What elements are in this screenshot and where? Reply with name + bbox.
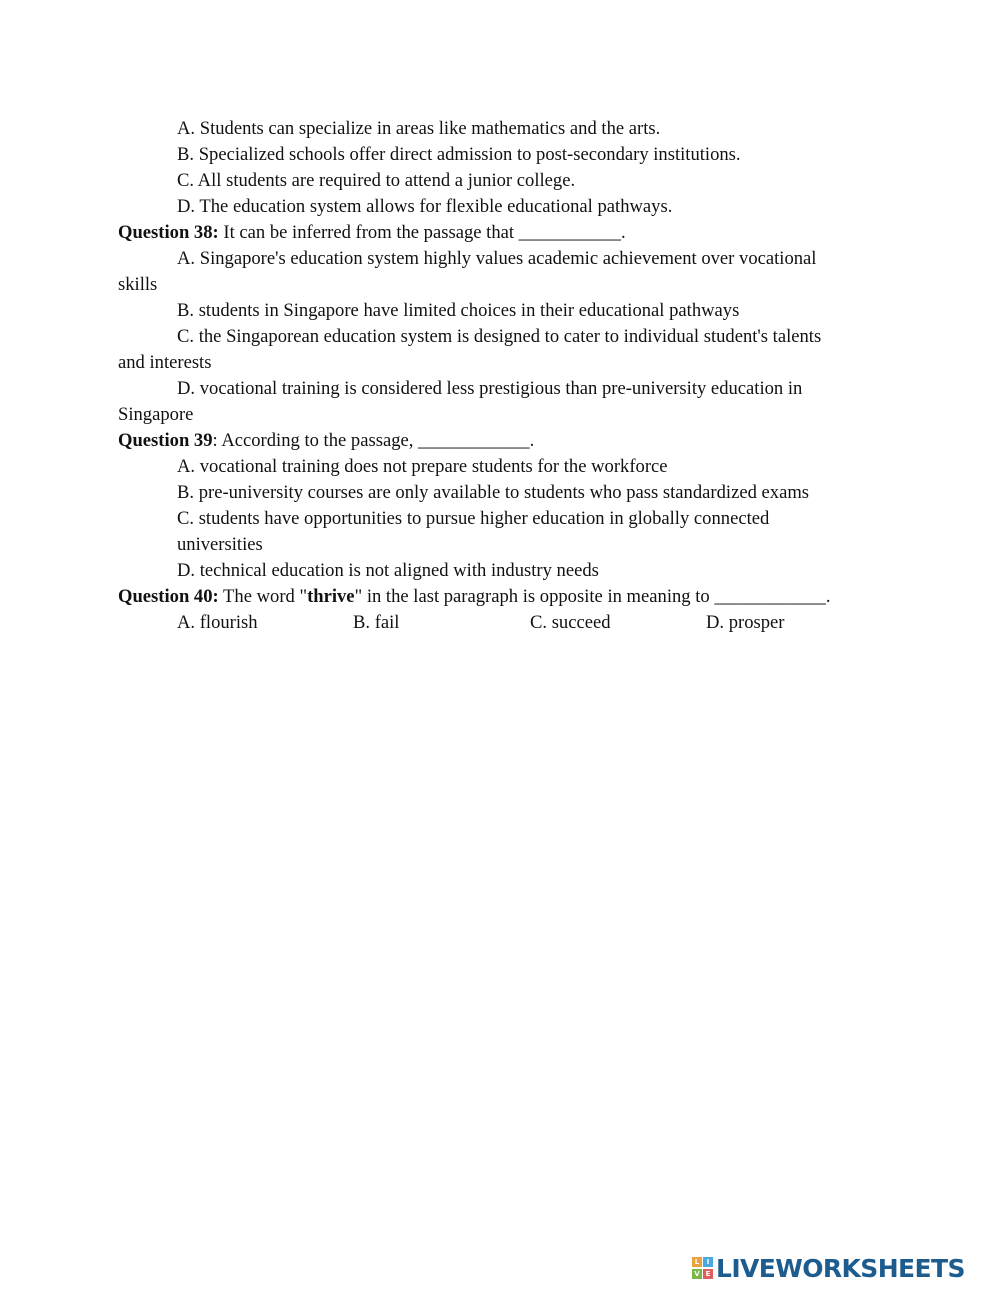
logo-mark-v: V [692, 1269, 702, 1279]
q37-option-b: B. Specialized schools offer direct admission to post-secondary institutions. [177, 144, 741, 165]
q40-keyword: thrive [307, 586, 355, 607]
q37-option-d: D. The education system allows for flexible educational pathways. [177, 196, 673, 217]
logo-mark-i: I [703, 1257, 713, 1267]
q38-stem-line [118, 222, 626, 244]
q39-stem-line [118, 430, 534, 452]
q39-option-c-cont: universities [177, 534, 263, 555]
liveworksheets-logo [692, 1254, 992, 1284]
q37-option-c: C. All students are required to attend a junior college. [177, 170, 576, 191]
logo-mark-l: L [692, 1257, 702, 1267]
logo-mark-e: E [703, 1269, 713, 1279]
q40-stem-before: The word " [218, 586, 308, 607]
q39-option-b: B. pre-university courses are only available to students who pass standardized exams [177, 482, 810, 503]
logo-mark-icon [692, 1257, 714, 1281]
q40-stem-line [118, 586, 831, 608]
q39-label: Question 39 [118, 430, 213, 451]
logo-text: LIVEWORKSHEETS [716, 1254, 965, 1283]
q39-option-d: D. technical education is not aligned with industry needs [177, 560, 599, 581]
q40-label: Question 40: [118, 586, 219, 607]
q40-option-a: A. flourish [177, 612, 258, 633]
q38-option-b: B. students in Singapore have limited choices in their educational pathways [177, 300, 740, 321]
q38-option-d-cont: Singapore [118, 404, 194, 425]
q40-option-d: D. prosper [706, 612, 785, 633]
q38-label: Question 38: [118, 222, 219, 243]
q39-option-c: C. students have opportunities to pursue higher education in globally connected [177, 508, 770, 529]
q38-option-c: C. the Singaporean education system is designed to cater to individual student's talents [177, 326, 822, 347]
q39-option-a: A. vocational training does not prepare students for the workforce [177, 456, 668, 477]
q39-stem: : According to the passage, ____________. [212, 430, 535, 451]
q38-option-a: A. Singapore's education system highly values academic achievement over vocational [177, 248, 817, 269]
q40-option-b: B. fail [353, 612, 400, 633]
q38-option-c-cont: and interests [118, 352, 212, 373]
q38-stem: It can be inferred from the passage that ___________. [218, 222, 626, 243]
q37-option-a: A. Students can specialize in areas like mathematics and the arts. [177, 118, 661, 139]
q38-option-a-cont: skills [118, 274, 158, 295]
q38-option-d: D. vocational training is considered less prestigious than pre-university education in [177, 378, 803, 399]
q40-option-c: C. succeed [530, 612, 611, 633]
q40-stem-after: " in the last paragraph is opposite in meaning to ____________. [354, 586, 831, 607]
